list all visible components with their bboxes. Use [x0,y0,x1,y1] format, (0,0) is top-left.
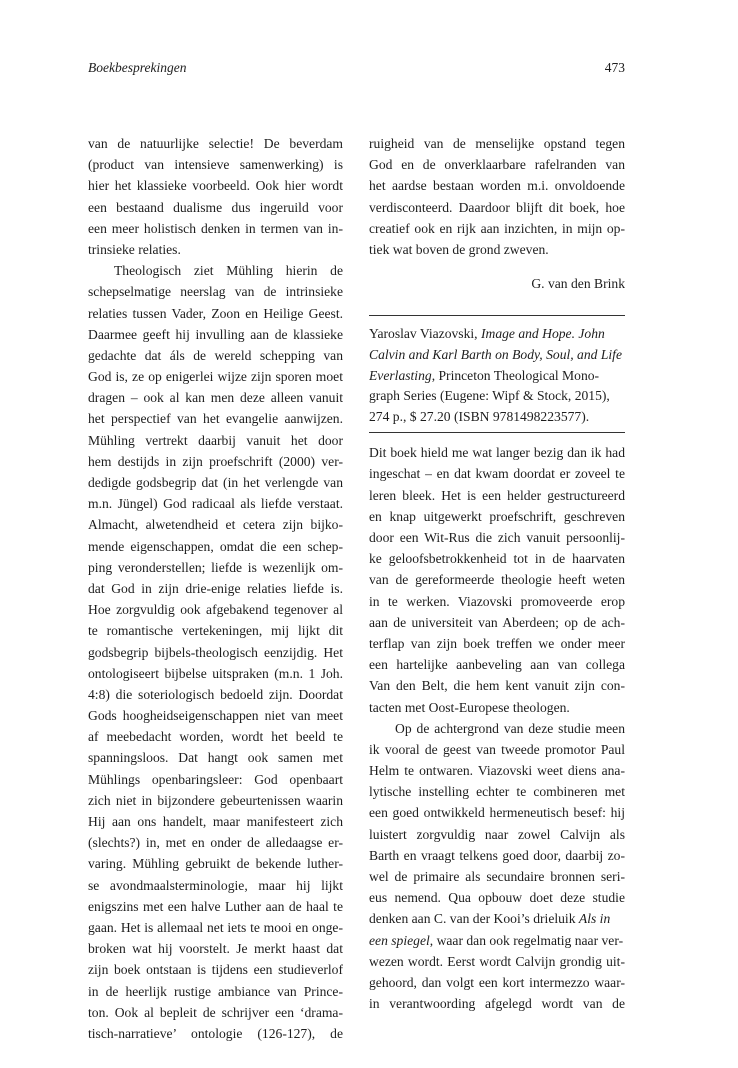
text-line: Theologisch ziet Mühling hierin de [114,263,343,279]
text-line: ping veronderstellen; liefde is wezenlijk om- [88,559,343,575]
text-line: gaan. Het is allemaal net iets te mooi en onge- [88,919,343,935]
text-line [369,930,625,951]
text-line: dragen – ook al kan men deze alleen vanuit [88,390,343,406]
text-line: eus nemend. Qua opbouw doet deze studie [369,890,625,906]
text-line: m.n. Jüngel) God radicaal als liefde verstaat. [88,496,343,512]
text-line: Mühling vertrekt daarbij vanuit het door [88,432,343,448]
text-line: Almacht, alwetendheid et cetera zijn bijko- [88,517,343,533]
text-line: wel de primaire als secundaire bronnen seri- [369,869,625,885]
italic-text: een spiegel [369,932,430,948]
text-segment: 274 p., $ 27.20 (ISBN 9781498223577). [369,408,590,424]
text-line: (slechts?) in, met en onder de alledaagse er- [88,835,343,851]
text-line: 4:8) die soteriologisch bedoeld zijn. Doordat [88,686,343,702]
text-line: af meebedacht worden, wordt het beeld te [88,729,343,745]
text-line: Barth en vraagt telkens goed door, daarbij zo- [369,847,625,863]
text-line: zijn boek ontstaan is tijdens een studieverlof [88,962,343,978]
right-column [369,133,625,1014]
text-line [369,406,625,427]
text-line: lytische instelling echter te combineren met [369,784,625,800]
text-line: trinsieke relaties. [88,241,181,257]
text-line: een bestaand dualisme dus ingeruild voor [88,199,343,215]
text-line: enigszins met een halve Luther aan de haal te [88,898,343,914]
text-line: God en de onverklaarbare rafelranden van [369,157,625,173]
running-head [88,60,625,80]
text-line: het perspectief van het evangelie aanwijzen. [88,411,343,427]
text-line: en knap uitgewerkt proefschrift, geschreven [369,508,625,524]
text-line: ontologiseert bijbelse uitspraken (m.n. 1 Joh. [88,665,343,681]
text-line: in de heerlijk rustige ambiance van Prince- [88,983,343,999]
text-line: een hartelijke aanbeveling aan van collega [369,657,625,673]
text-line: mende eigenschappen, omdat die een schep- [88,538,343,554]
text-line: Hij aan ons handelt, maar manifesteert zich [88,814,343,829]
text-line: Mühlings openbaringsleer: God openbaart [88,771,343,787]
text-line: se avondmaalsterminologie, maar hij lijkt [88,877,343,893]
text-line: tisch-narratieve’ ontologie (126-127), de [88,1025,343,1041]
text-line: een goed ontwikkeld hermeneutisch besef: hij [369,805,625,821]
text-line [369,344,625,365]
text-line: te romantische vertekeningen, mij lijkt dit [88,623,343,639]
text-segment: denken aan C. van der Kooi’s drieluik [369,911,579,927]
text-segment: , waar dan ook regelmatig naar ver- [429,932,624,948]
text-line: Daarmee geeft hij invulling aan de klassieke [88,326,343,342]
running-head-title: Boekbesprekingen [88,60,187,75]
left-column [88,133,343,1044]
italic-text: Everlasting [369,367,432,383]
text-line: ik vooral de geest van tweede promotor Paul [369,741,625,757]
text-line [369,365,625,386]
text-line: hem destijds in zijn proefschrift (2000) ver- [88,453,343,469]
text-line: terflap van zijn boek treffen we onder meer [369,635,625,651]
text-line: verdisconteerd. Daardoor blijft dit boek, hoe [369,199,625,215]
text-line: (product van intensieve samenwerking) is [88,157,343,173]
text-line: dat God in zijn drie-enige relaties liefde is. [88,580,343,596]
text-segment: graph Series (Eugene: Wipf & Stock, 2015), [369,388,610,404]
italic-text: Als in [578,911,611,927]
text-line: ton. Ook al bepleit de schrijver een ‘drama- [88,1004,343,1020]
text-line: dedigde godsbegrip dat (in het verlengde van [88,475,343,490]
book-citation [369,323,625,426]
page-number: 473 [604,60,625,75]
text-line: relaties tussen Vader, Zoon en Heilige Geest. [88,305,343,321]
text-line: varing. Mühling gebruikt de bekende luther- [88,856,343,872]
text-line: het aardse bestaan worden m.i. onvoldoende [369,178,625,194]
text-line: ingeschat – en dat kwam doordat er zoveel te [369,466,625,482]
text-line: in te werken. Viazovski promoveerde erop [369,593,625,609]
divider-top [369,315,625,316]
text-line: godsbegrip bijbels-theologisch eenzijdig. Het [88,644,343,660]
text-line: tiek wat boven de grond zweven. [369,241,549,257]
text-line: Gods hoogheidseigenschappen niet van meet [88,708,343,724]
text-line: leren bleek. Het is een helder gestructureerd [369,487,625,503]
text-line: schepselmatige neerslag van de intrinsieke [88,284,343,300]
text-segment: Yaroslav Viazovski, [369,326,481,342]
text-line: wezen wordt. Eerst wordt Calvijn grondig uit- [369,953,625,969]
text-line [369,323,625,344]
text-line: spanningsloos. Dat hangt ook samen met [88,750,343,766]
text-line: hier het klassieke voorbeeld. Ook hier wordt [88,178,343,194]
text-line: broken wat hij voorstelt. Je merkt haast dat [88,941,343,957]
text-line: creatief ook en rijk aan inzichten, in mijn op- [369,220,625,236]
text-line: tacten met Oost-Europese theologen. [369,699,570,715]
text-line: Van den Belt, die hem kent vanuit zijn con- [369,678,625,694]
italic-text: Image and Hope. John [480,326,605,342]
text-line: van de gereformeerde theologie heeft weten [369,572,625,588]
text-line: een meer holistisch denken in termen van in- [88,220,343,236]
text-line: ke geloofsbetrokkenheid tot in de haarvaten [369,551,625,567]
text-line: van de natuurlijke selectie! De beverdam [88,136,343,151]
text-line: Dit boek hield me wat langer bezig dan ik had [369,445,625,461]
text-line: luistert zorgvuldig naar zowel Calvijn als [369,826,625,842]
text-line [369,908,625,929]
text-line: aan de universiteit van Aberdeen; op de ach- [369,614,625,630]
text-line: ruigheid van de menselijke opstand tegen [369,136,625,151]
text-line [369,385,625,406]
text-line: God is, ze op enigerlei wijze zijn sporen moet [88,369,343,385]
text-line: gedachte dat áls de wereld schepping van [88,347,343,363]
text-line: in verantwoording afgelegd wordt van de [369,996,625,1012]
reviewer-signature: G. van den Brink [531,276,625,292]
review-body-text [369,442,625,1014]
text-line: Hoe zorgvuldig ook afgebakend tegenover al [88,602,343,618]
text-line: zich niet in bijzondere gebeurtenissen waarin [88,792,343,808]
text-line: door een Wit-Rus die zich vanuit persoonlij- [369,530,625,546]
text-segment: , Princeton Theological Mono- [431,367,600,383]
text-line: Helm te ontwaren. Viazovski weet diens ana- [369,763,625,779]
review-ending-text [369,133,625,260]
italic-text: Calvin and Karl Barth on Body, Soul, and Life [369,346,622,362]
text-line: gehoord, dan volgt een kort intermezzo waar- [369,974,625,990]
text-line: Op de achtergrond van deze studie meen [395,720,625,736]
